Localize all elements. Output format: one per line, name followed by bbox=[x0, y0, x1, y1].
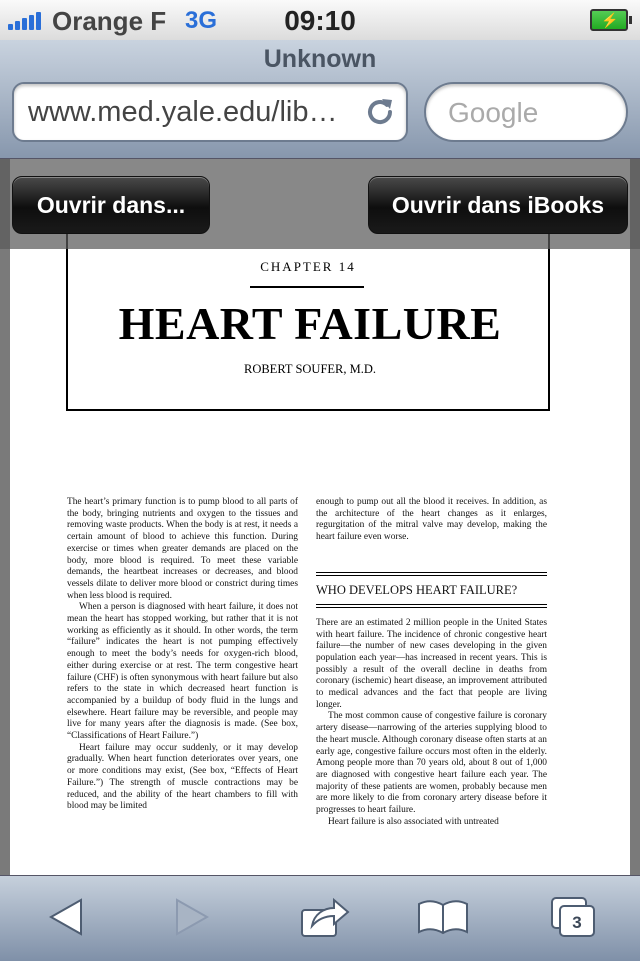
address-field[interactable] bbox=[12, 82, 408, 142]
paragraph: Heart failure is also associated with untreated bbox=[328, 816, 499, 827]
back-button[interactable] bbox=[37, 892, 93, 942]
open-in-bar bbox=[0, 159, 640, 249]
paragraph: Heart failure may occur suddenly, or it may develop gradually. When heart function deteriorates over years, one or more conditions may exist, (See box, “Effects of Heart Failure.”) The strength of muscle contractions may be reduced, and the ability of the heart chambers to fill with blood may be limited bbox=[67, 742, 298, 812]
browser-toolbar bbox=[0, 875, 640, 961]
paragraph: enough to pump out all the blood it receives. In addition, as the architecture of the heart changes as it enlarges, regurgitation of the mitral valve may develop, making the heart failure even worse. bbox=[316, 497, 547, 543]
forward-button[interactable] bbox=[163, 892, 219, 942]
share-button[interactable] bbox=[296, 892, 352, 942]
section-heading: WHO DEVELOPS HEART FAILURE? bbox=[316, 582, 518, 597]
browser-nav-bar bbox=[0, 40, 640, 159]
forward-arrow-icon bbox=[163, 892, 219, 942]
tabs-count: 3 bbox=[572, 913, 582, 932]
paragraph: The most common cause of congestive failure is coronary artery disease—narrowing of the arteries supplying blood to the heart muscle. Although coronary disease often starts at an early age, congestive failure occurs most often in the elderly. Among people more than 70 years old, about 8 out of 1,000 are diagnosed with congestive heart failure each year. The majority of these patients are women, probably because men are more likely to die from coronary artery disease before it progresses to heart failure. bbox=[316, 711, 547, 816]
network-type: 3G bbox=[185, 7, 218, 34]
battery-charging-icon: ⚡ bbox=[590, 9, 628, 31]
text-column-right bbox=[316, 497, 547, 828]
chapter-rule bbox=[250, 286, 364, 288]
bookmarks-icon bbox=[415, 892, 471, 942]
pdf-page bbox=[10, 159, 630, 875]
open-in-button[interactable]: Ouvrir dans... bbox=[12, 176, 210, 234]
page-title: Unknown bbox=[263, 45, 377, 73]
back-arrow-icon bbox=[37, 892, 93, 942]
url-text[interactable]: www.med.yale.edu/lib… bbox=[28, 96, 338, 128]
open-in-ibooks-button[interactable]: Ouvrir dans iBooks bbox=[368, 176, 628, 234]
paragraph: There are an estimated 2 million people in the United States with heart failure. The incidence of chronic congestive heart failure—the number of new cases developing in the given population each year—has increased in recent years. This is possibly a result of the overall decline in deaths from coronary (ischemic) heart disease, an improvement attributed to medical advances and the fact that people are living longer. bbox=[316, 617, 547, 710]
chapter-author: ROBERT SOUFER, M.D. bbox=[243, 362, 377, 376]
text-column-left bbox=[67, 497, 298, 813]
chapter-number: CHAPTER 14 bbox=[260, 259, 356, 274]
bookmarks-button[interactable] bbox=[415, 892, 471, 942]
section-divider-top bbox=[316, 572, 547, 576]
tabs-icon bbox=[546, 892, 602, 942]
reload-icon[interactable] bbox=[364, 96, 396, 128]
search-input[interactable] bbox=[424, 82, 628, 142]
carrier-name: Orange F bbox=[52, 6, 167, 36]
chapter-title: HEART FAILURE bbox=[118, 298, 502, 349]
tabs-button[interactable] bbox=[546, 892, 602, 942]
share-icon bbox=[296, 892, 352, 942]
paragraph: The heart’s primary function is to pump blood to all parts of the body, bringing nutrients and oxygen to the tissues and removing waste products. When the body is at rest, it needs a certain amount of blood to achieve this function. During exercise or times when greater demands are placed on the body, more blood is required. To meet these variable demands, the heartbeat increases or decreases, and blood vessels dilate to deliver more blood or constrict during times when less blood is required. bbox=[67, 497, 298, 601]
status-bar bbox=[0, 0, 640, 41]
search-placeholder: Google bbox=[448, 97, 539, 128]
document-viewport[interactable] bbox=[0, 159, 640, 875]
status-time: 09:10 bbox=[284, 5, 356, 36]
paragraph: When a person is diagnosed with heart failure, it does not mean the heart has stopped working, but rather that it is not working as efficiently as it should. In other words, the term “failure” indicates the heart is not pumping effectively enough to meet the body’s needs for oxygen-rich blood, either during exercise or at rest. The term congestive heart failure (CHF) is often synonymous with heart failure but also refers to the state in which decreased heart function is accompanied by a buildup of body fluid in the lungs and elsewhere. Heart failure may be reversible, and people may live for many years after the diagnosis is made. (See box, “Classifications of Heart Failure.”) bbox=[67, 602, 298, 742]
